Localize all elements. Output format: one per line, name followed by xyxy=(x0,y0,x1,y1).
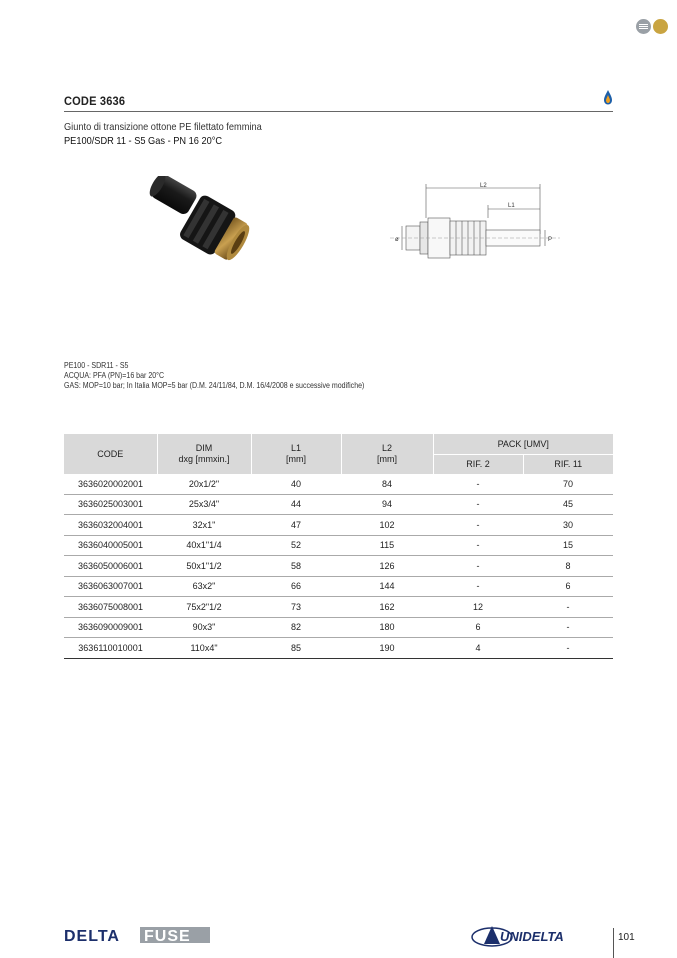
table-cell: 45 xyxy=(523,494,613,515)
table-cell: 190 xyxy=(341,638,433,659)
table-cell: - xyxy=(523,617,613,638)
description-line-1: Giunto di transizione ottone PE filettato femmina xyxy=(64,121,262,133)
table-cell: 44 xyxy=(251,494,341,515)
diagram-label-l2: L2 xyxy=(480,183,487,189)
table-cell: 12 xyxy=(433,597,523,618)
table-row xyxy=(64,535,613,556)
table-cell: 102 xyxy=(341,515,433,536)
gold-dot-icon xyxy=(653,19,668,34)
table-cell: 58 xyxy=(251,556,341,577)
table-cell: 6 xyxy=(433,617,523,638)
table-cell: 30 xyxy=(523,515,613,536)
table-row xyxy=(64,474,613,494)
table-row xyxy=(64,515,613,536)
table-cell: 25x3/4" xyxy=(157,494,251,515)
table-cell: 84 xyxy=(341,474,433,494)
table-row xyxy=(64,638,613,659)
deltafuse-logo xyxy=(64,926,210,944)
spec-line-2: ACQUA: PFA (PN)=16 bar 20°C xyxy=(64,371,165,380)
table-body xyxy=(64,474,613,658)
table-cell: 50x1"1/2 xyxy=(157,556,251,577)
table-cell: 73 xyxy=(251,597,341,618)
page-number: 101 xyxy=(618,932,635,943)
table-cell: - xyxy=(523,597,613,618)
table-cell: 40x1"1/4 xyxy=(157,535,251,556)
table-cell: 3636110010001 xyxy=(64,638,157,659)
table-cell: 3636040005001 xyxy=(64,535,157,556)
description-line-2: PE100/SDR 11 - S5 Gas - PN 16 20°C xyxy=(64,135,223,147)
table-cell: 20x1/2" xyxy=(157,474,251,494)
table-cell: 52 xyxy=(251,535,341,556)
table-cell: 180 xyxy=(341,617,433,638)
header-pack: PACK [UMV] xyxy=(433,434,613,454)
table-cell: 40 xyxy=(251,474,341,494)
header-rif11: RIF. 11 xyxy=(523,454,613,474)
table-row xyxy=(64,494,613,515)
table-cell: 94 xyxy=(341,494,433,515)
diagram-label-l1: L1 xyxy=(508,203,515,209)
table-cell: 66 xyxy=(251,576,341,597)
table-cell: 3636050006001 xyxy=(64,556,157,577)
deltafuse-logo-part-2: FUSE xyxy=(144,928,191,944)
table-cell: 144 xyxy=(341,576,433,597)
table-row xyxy=(64,597,613,618)
table-cell: 15 xyxy=(523,535,613,556)
table-cell: 90x3" xyxy=(157,617,251,638)
table-cell: - xyxy=(433,535,523,556)
table-cell: 4 xyxy=(433,638,523,659)
header-rif2: RIF. 2 xyxy=(433,454,523,474)
table-cell: - xyxy=(433,494,523,515)
table-cell: 75x2"1/2 xyxy=(157,597,251,618)
product-photo xyxy=(140,176,260,268)
diagram-label-d: ø xyxy=(395,237,399,243)
table-cell: 115 xyxy=(341,535,433,556)
table-row xyxy=(64,617,613,638)
water-gas-drop-icon xyxy=(603,89,613,105)
table-cell: 63x2" xyxy=(157,576,251,597)
table-cell: - xyxy=(523,638,613,659)
spec-line-3: GAS: MOP=10 bar; In Italia MOP=5 bar (D.M. 24/11/84, D.M. 16/4/2008 e successive modifiche) xyxy=(64,381,365,390)
unidelta-logo-text: UNIDELTA xyxy=(500,929,564,944)
table-cell: 32x1" xyxy=(157,515,251,536)
table-cell: 6 xyxy=(523,576,613,597)
header-code: CODE xyxy=(64,434,157,474)
table-cell: 3636063007001 xyxy=(64,576,157,597)
table-cell: - xyxy=(433,474,523,494)
table-cell: 85 xyxy=(251,638,341,659)
grid-dot-icon xyxy=(636,19,651,34)
page-number-divider xyxy=(613,928,614,958)
table-cell: - xyxy=(433,515,523,536)
diagram-label-p: P xyxy=(548,237,553,243)
table-cell: 3636025003001 xyxy=(64,494,157,515)
header-l1: L1 [mm] xyxy=(251,434,341,474)
header-dim: DIM dxg [mmxin.] xyxy=(157,434,251,474)
deltafuse-logo-part-1: DELTA xyxy=(64,928,120,944)
spec-line-1: PE100 - SDR11 - S5 xyxy=(64,361,129,370)
table-cell: 47 xyxy=(251,515,341,536)
table-cell: 110x4" xyxy=(157,638,251,659)
table-cell: 8 xyxy=(523,556,613,577)
table-cell: - xyxy=(433,556,523,577)
table-cell: 3636032004001 xyxy=(64,515,157,536)
title-divider xyxy=(64,111,613,112)
page-title: CODE 3636 xyxy=(64,94,126,108)
table-row xyxy=(64,576,613,597)
table-cell: 70 xyxy=(523,474,613,494)
table-cell: 82 xyxy=(251,617,341,638)
product-table xyxy=(64,434,613,659)
table-cell: 3636090009001 xyxy=(64,617,157,638)
table-row xyxy=(64,556,613,577)
table-cell: 162 xyxy=(341,597,433,618)
table-cell: 3636075008001 xyxy=(64,597,157,618)
table-cell: 3636020002001 xyxy=(64,474,157,494)
table-cell: 126 xyxy=(341,556,433,577)
technical-diagram xyxy=(390,178,570,278)
header-l2: L2 [mm] xyxy=(341,434,433,474)
unidelta-logo xyxy=(470,920,605,948)
table-cell: - xyxy=(433,576,523,597)
